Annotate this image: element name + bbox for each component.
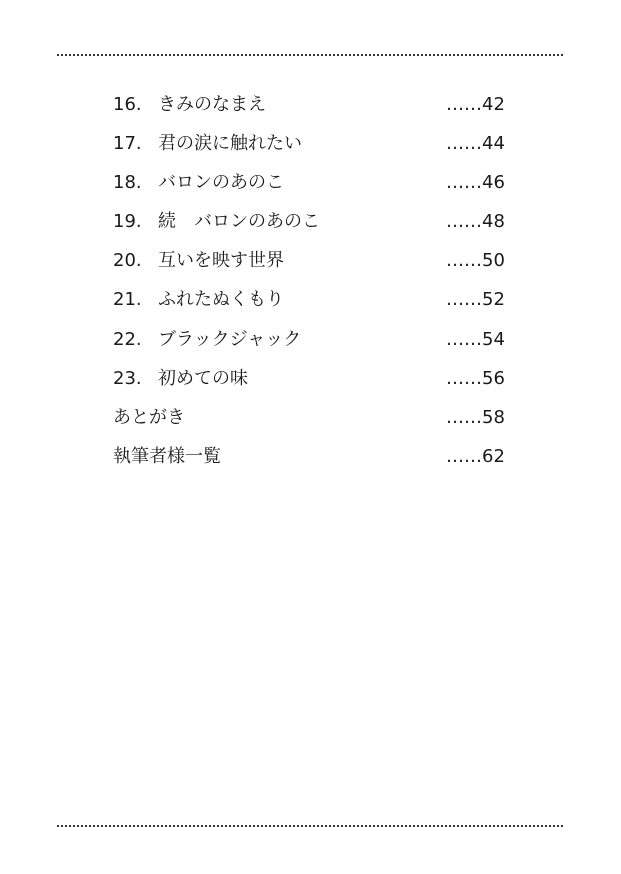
toc-entry-16[interactable] xyxy=(113,92,513,131)
toc-entry-page: ……46 xyxy=(446,172,505,194)
toc-entry-20[interactable] xyxy=(113,248,513,287)
top-dotted-rule xyxy=(57,54,563,56)
bottom-dotted-rule xyxy=(57,825,563,827)
toc-entry-title: 互いを映す世界 xyxy=(158,250,284,272)
table-of-contents xyxy=(113,92,513,483)
toc-entry-number: 16. xyxy=(113,94,142,115)
toc-entry-contributors[interactable] xyxy=(113,444,513,483)
toc-entry-21[interactable] xyxy=(113,287,513,326)
toc-entry-page: ……48 xyxy=(446,211,505,233)
toc-entry-title: ブラックジャック xyxy=(158,328,302,350)
toc-entry-number: 20. xyxy=(113,250,142,272)
toc-entry-number: 22. xyxy=(113,328,142,350)
toc-entry-title: バロンのあのこ xyxy=(158,172,284,194)
toc-entry-page: ……58 xyxy=(446,406,505,428)
toc-entry-number: 23. xyxy=(113,367,142,389)
toc-entry-title: 君の涙に触れたい xyxy=(158,133,302,155)
toc-entry-number: 17. xyxy=(113,133,142,155)
toc-entry-title: 続 バロンのあのこ xyxy=(158,211,320,233)
toc-entry-18[interactable] xyxy=(113,170,513,209)
toc-entry-page: ……62 xyxy=(446,445,505,467)
toc-entry-title: 初めての味 xyxy=(158,367,248,389)
toc-entry-number: 19. xyxy=(113,211,142,233)
toc-entry-page: ……44 xyxy=(446,133,505,155)
toc-entry-page: ……52 xyxy=(446,289,505,311)
toc-entry-page: ……56 xyxy=(446,367,505,389)
toc-entry-page: ……42 xyxy=(446,94,505,115)
toc-entry-title: あとがき xyxy=(113,406,185,428)
toc-entry-title: 執筆者様一覧 xyxy=(113,445,221,467)
toc-entry-23[interactable] xyxy=(113,366,513,405)
toc-entry-17[interactable] xyxy=(113,131,513,170)
toc-entry-number: 18. xyxy=(113,172,142,194)
toc-entry-number: 21. xyxy=(113,289,142,311)
toc-entry-page: ……50 xyxy=(446,250,505,272)
toc-entry-19[interactable] xyxy=(113,209,513,248)
toc-entry-afterword[interactable] xyxy=(113,405,513,444)
toc-entry-title: きみのなまえ xyxy=(158,94,266,115)
toc-entry-22[interactable] xyxy=(113,327,513,366)
toc-entry-title: ふれたぬくもり xyxy=(158,289,284,311)
toc-entry-page: ……54 xyxy=(446,328,505,350)
